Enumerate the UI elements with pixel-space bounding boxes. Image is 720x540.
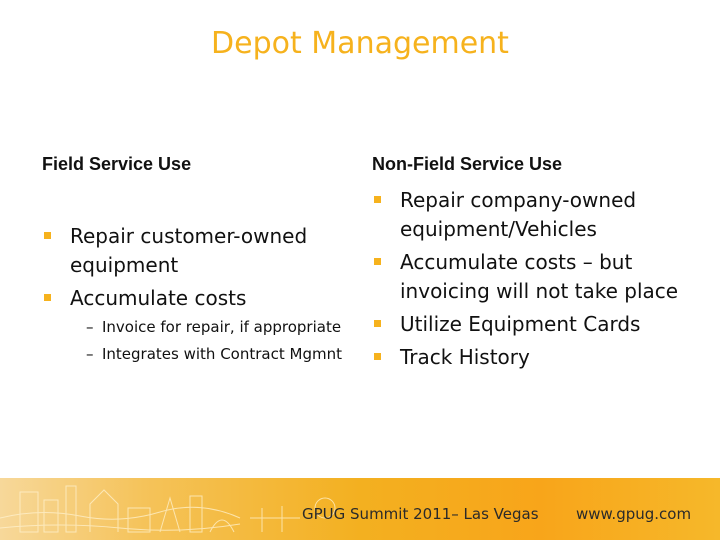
bullet-text: Repair customer-owned equipment	[70, 224, 308, 277]
list-item	[372, 248, 692, 306]
bullet-square-icon	[44, 232, 51, 239]
left-bullet-list	[42, 222, 342, 371]
list-item	[42, 222, 342, 280]
right-bullet-list	[372, 186, 692, 376]
bullet-text: Accumulate costs	[70, 286, 247, 310]
bullet-text: Track History	[400, 345, 530, 369]
slide-title: Depot Management	[211, 26, 509, 61]
list-item	[372, 343, 692, 372]
footer-event-text: GPUG Summit 2011– Las Vegas	[302, 505, 539, 523]
sub-list-item	[42, 317, 342, 338]
right-column-heading: Non-Field Service Use	[372, 154, 563, 174]
left-column-heading: Field Service Use	[42, 154, 192, 174]
list-item	[372, 310, 692, 339]
dash-icon: –	[86, 345, 94, 363]
dash-icon: –	[86, 318, 94, 336]
list-item	[372, 186, 692, 244]
footer-website-link[interactable]: www.gpug.com	[576, 505, 692, 523]
bullet-text: Utilize Equipment Cards	[400, 312, 641, 336]
bullet-square-icon	[44, 294, 51, 301]
sub-bullet-text: Integrates with Contract Mgmnt	[102, 345, 342, 363]
bullet-text: Repair company-owned equipment/Vehicles	[400, 188, 637, 241]
bullet-square-icon	[374, 320, 381, 327]
bullet-text: Accumulate costs – but invoicing will not take place	[400, 250, 679, 303]
bullet-square-icon	[374, 353, 381, 360]
sub-bullet-text: Invoice for repair, if appropriate	[102, 318, 342, 336]
list-item	[42, 284, 342, 313]
bullet-square-icon	[374, 196, 381, 203]
bullet-square-icon	[374, 258, 381, 265]
sub-list-item	[42, 344, 342, 365]
